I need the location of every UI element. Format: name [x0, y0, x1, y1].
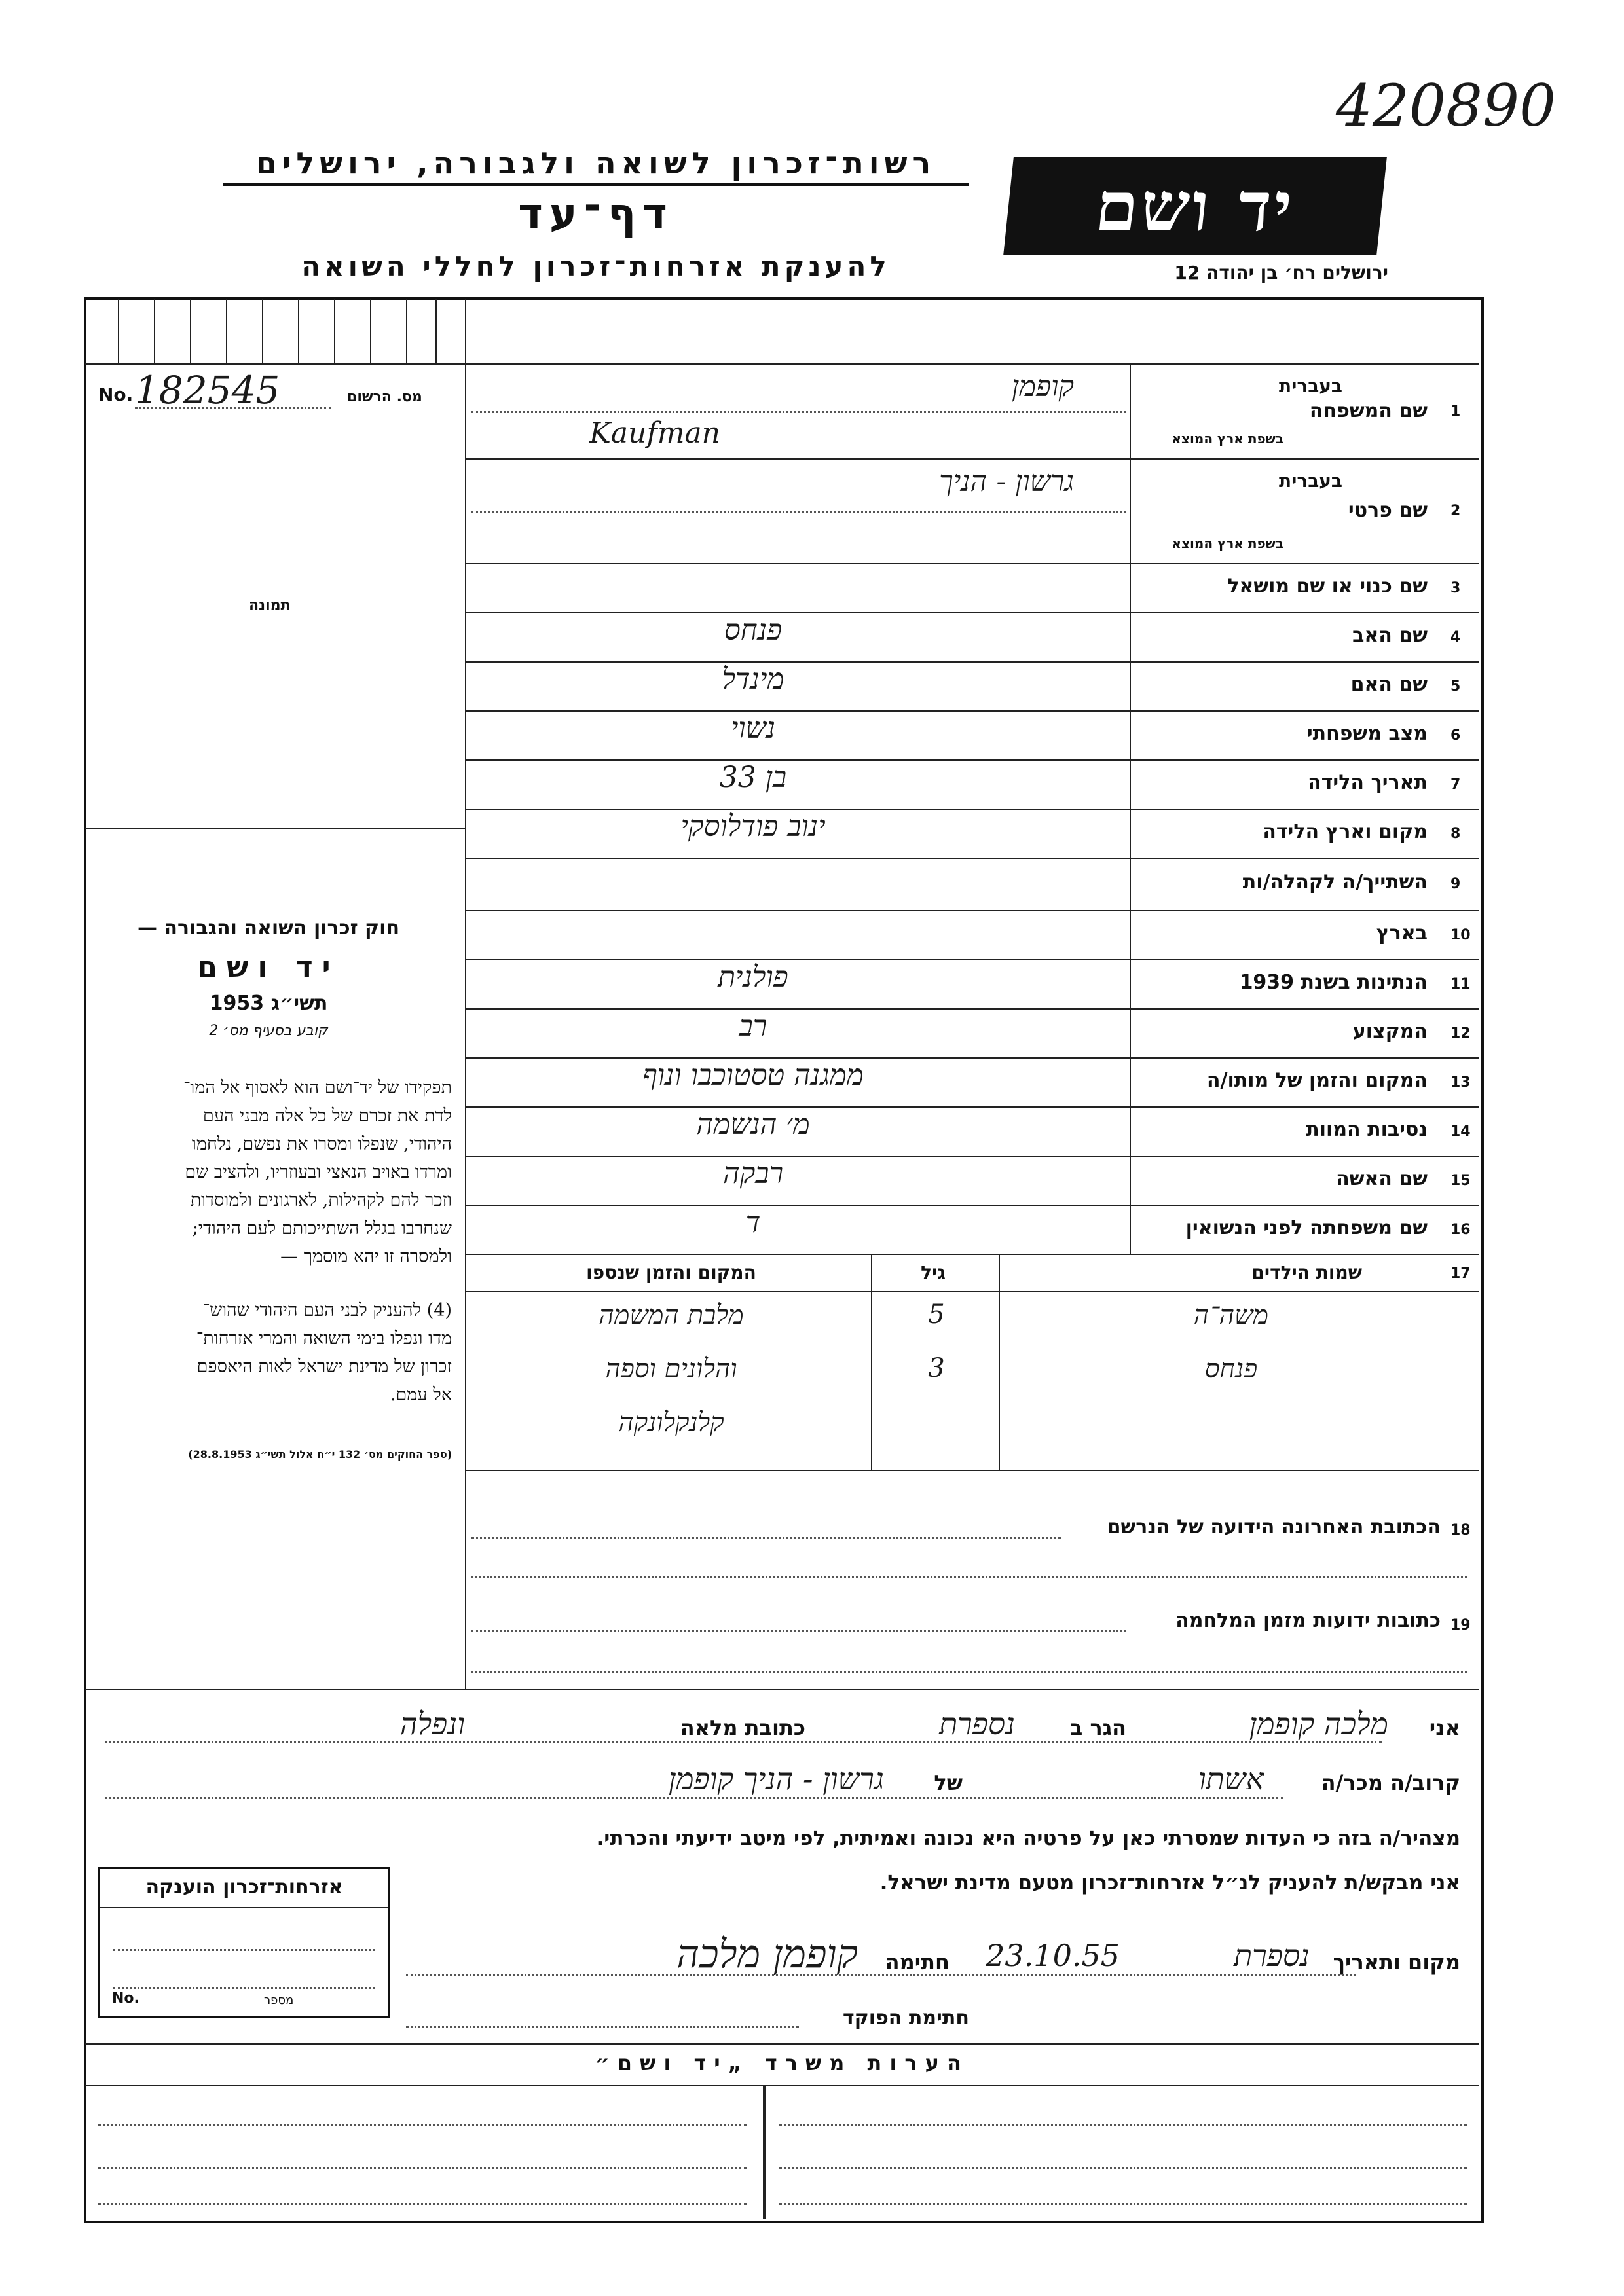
field-18-label: הכתובת האחרונה הידועה של הנרשם	[1107, 1516, 1441, 1539]
field-num-11: 11	[1450, 975, 1471, 993]
law-source: (ספר החוקים מס׳ 132 י״ח אלול תשי״ג 28.8.1953)	[188, 1448, 452, 1461]
law-line: זכרון של מדינת ישראל לאות היאספם	[196, 1357, 452, 1377]
field-num-15: 15	[1450, 1172, 1471, 1189]
citizenship-number-label: מספר	[264, 1994, 294, 2007]
citizenship-granted-box	[98, 1867, 390, 2018]
law-paragraph-2	[95, 1296, 452, 1409]
field-num-1: 1	[1450, 403, 1461, 420]
field-num-14: 14	[1450, 1123, 1471, 1140]
field-value1-16: ד	[745, 1206, 761, 1239]
field-label-11: הנתינות בשנת 1939	[1239, 970, 1428, 994]
field-value1-6: נשוי	[730, 712, 776, 745]
institution-name: רשות־זכרון לשואה ולגבורה, ירושלים	[223, 145, 969, 186]
citizenship-title: אזרחות־זכרון הוענקה	[145, 1876, 343, 1899]
institution-address: ירושלים רח׳ בן יהודה 12	[1174, 262, 1388, 283]
field-sub2-2: בשפת ארץ המוצא	[1172, 536, 1283, 551]
decl-city: נספרת	[939, 1706, 1015, 1741]
field-value1-5: מינדל	[722, 663, 784, 696]
field-label-14: נסיבות המוות	[1306, 1118, 1428, 1141]
law-line: לדת את זכרם של כל אלה מבני העם	[202, 1106, 452, 1126]
field-value1-15: רבקה	[722, 1157, 784, 1190]
decl-of-label: של	[934, 1770, 963, 1795]
child-name: פנחס	[1204, 1354, 1258, 1384]
field-num-19: 19	[1450, 1617, 1471, 1633]
field-label-13: המקום והזמן של מותו/ה	[1206, 1068, 1428, 1092]
	[471, 411, 1126, 413]
row-divider	[465, 458, 1479, 460]
child-place: והלונים וספה	[605, 1354, 737, 1384]
decl-relative-label: קרוב/ה מכר/ה	[1321, 1770, 1460, 1795]
law-line: אל עמם.	[390, 1385, 452, 1405]
field-num-7: 7	[1450, 776, 1461, 793]
child-name: משה־ה	[1193, 1300, 1269, 1330]
decl-signature: קופמן מלכה	[676, 1931, 858, 1977]
declaration-line-2	[98, 1761, 1460, 1807]
field-sub1-2: בעברית	[1278, 470, 1342, 492]
field-num-12: 12	[1450, 1025, 1471, 1042]
field-num-9: 9	[1450, 876, 1461, 892]
yad-vashem-logo	[1003, 157, 1387, 255]
law-line: מדו ונפלו בימי השואה והמרי אזרחות־	[196, 1328, 452, 1349]
field-label-2: שם פרטי	[1348, 499, 1428, 522]
decl-of-value: גרשון - הניך קופמן	[668, 1761, 884, 1796]
law-line: (4) להעניק לבני העם היהודי שהוש־	[202, 1300, 452, 1321]
field-label-9: השתייך/ה לקהלה/ות	[1242, 871, 1428, 894]
field-value1-12: רב	[739, 1010, 767, 1043]
law-line: ולמסרה זו יהא מוסמך —	[280, 1247, 452, 1267]
field-num-2: 2	[1450, 503, 1461, 519]
field-value1-8: ינוב פודלוסקי	[680, 810, 826, 843]
decl-signature-label: חתימה	[885, 1950, 950, 1975]
field-num-13: 13	[1450, 1074, 1471, 1091]
field-label-7: תאריך הלידה	[1308, 771, 1428, 794]
law-yad-vashem: יד ושם	[197, 951, 340, 984]
registration-number-row	[98, 368, 452, 414]
decl-place: נספרת	[1234, 1938, 1310, 1973]
field-19-label: כתובות ידועות מזמן המלחמה	[1175, 1609, 1441, 1632]
law-line: וזכר להם לקהילות, לארגונים ולמוסדות	[190, 1190, 452, 1211]
row-divider	[465, 858, 1479, 859]
field-num-4: 4	[1450, 629, 1461, 646]
field-sub1-1: בעברית	[1278, 375, 1342, 397]
decl-ani: אני	[1429, 1715, 1460, 1740]
field-num-10: 10	[1450, 926, 1471, 943]
field-value1-14: מ׳ הנשמה	[696, 1108, 810, 1141]
field-value1-13: ממגנה טסטוכבו ונוף	[642, 1059, 864, 1092]
logo-text: יד ושם	[1092, 166, 1299, 247]
field-value1-2: גרשון - הניך	[939, 465, 1074, 498]
decl-date: 23.10.55	[986, 1938, 1120, 1973]
registration-number: 182545	[135, 368, 280, 412]
field-label-5: שם האם	[1350, 672, 1428, 696]
field-num-6: 6	[1450, 727, 1461, 744]
field-label-4: שם האב	[1352, 623, 1428, 647]
law-line: תפקידו של יד־ושם הוא לאסוף אל המו־	[183, 1078, 452, 1098]
decl-address-value: ונפלה	[399, 1706, 465, 1741]
field-num-16: 16	[1450, 1221, 1471, 1238]
field-label-3: שם כנוי או שם מושאל	[1227, 574, 1428, 598]
field-num-18: 18	[1450, 1522, 1471, 1539]
child-place: קלנקלונקה	[618, 1408, 724, 1438]
field-label-1: שם המשפחה	[1309, 399, 1428, 422]
decl-name: מלכה קופמן	[1249, 1706, 1388, 1741]
field-label-6: מצב משפחתי	[1306, 721, 1428, 745]
photo-placeholder-label: תמונה	[249, 597, 291, 613]
declaration-line-3	[406, 1931, 1460, 1990]
field-value1-7: בן 33	[719, 761, 787, 794]
law-heading: חוק זכרון השואה והגבורה —	[137, 917, 400, 939]
decl-place-date-label: מקום ותאריך	[1333, 1950, 1460, 1975]
child-age: 3	[928, 1353, 945, 1383]
form-subtitle: להענקת אזרחות־זכרון לחללי השואה	[301, 250, 891, 282]
field-sub2-1: בשפת ארץ המוצא	[1172, 431, 1283, 446]
	[471, 511, 1126, 513]
law-line: היהודי, שנפלו ומסרו את נפשם, נלחמו	[191, 1134, 452, 1154]
law-line: שנחרבו בגלל השתייכותם לעם היהודי;	[192, 1218, 452, 1239]
law-year: תשי״ג 1953	[209, 992, 328, 1015]
field-value1-1: קופמן	[1011, 370, 1074, 403]
registration-label: מס. הרשום	[347, 389, 422, 405]
declaration-line-1	[98, 1706, 1460, 1752]
handwritten-document-number: 420890	[1336, 72, 1556, 139]
declaration-statement-2: אני מבקש/ת להעניק לנ״ל אזרחות־זכרון מטעם מדינת ישראל.	[879, 1871, 1460, 1895]
law-paragraph-1	[95, 1074, 452, 1271]
law-section: קובע בסעיף מס׳ 2	[209, 1023, 328, 1039]
field-label-12: המקצוע	[1352, 1019, 1428, 1043]
children-col-names: שמות הילדים	[1251, 1262, 1362, 1283]
field-label-8: מקום וארץ הלידה	[1263, 820, 1428, 843]
form-title: דף־עד	[518, 190, 674, 238]
decl-relation: אשתו	[1198, 1761, 1264, 1796]
children-col-place: המקום והזמן שנספו	[586, 1262, 756, 1283]
field-num-17: 17	[1450, 1266, 1471, 1282]
field-label-10: בארץ	[1376, 921, 1428, 945]
declaration-statement-1: מצהיר/ה בזה כי העדות שמסרתי כאן על פרטיה היא נכונה ואמיתית, לפי מיטב ידיעתי והכרתי.	[596, 1827, 1460, 1850]
children-col-age: גיל	[921, 1262, 946, 1283]
citizenship-no-label: No.	[112, 1990, 139, 2007]
field-value2-1: Kaufman	[589, 416, 721, 450]
field-num-3: 3	[1450, 579, 1461, 596]
field-label-15: שם האשה	[1336, 1167, 1428, 1190]
field-value1-11: פולנית	[718, 960, 788, 994]
registration-no-label: No.	[98, 384, 134, 405]
decl-gar-b: הגר ב	[1069, 1715, 1126, 1740]
field-num-5: 5	[1450, 678, 1461, 695]
decl-address-label: כתובת מלאה	[680, 1715, 805, 1740]
office-notes-title: הערות משרד „יד ושם״	[595, 2050, 969, 2075]
child-age: 5	[928, 1300, 945, 1330]
official-signature-label: חתימת הפוקד	[843, 2007, 969, 2030]
row-divider	[465, 563, 1479, 564]
child-place: מלבת המשמה	[599, 1300, 744, 1330]
field-label-16: שם משפחתה לפני הנשואין	[1185, 1216, 1428, 1239]
field-num-8: 8	[1450, 825, 1461, 842]
law-line: ומרדו באויב הנאצי ובעוזריו, ולהציב שם	[185, 1162, 452, 1182]
field-value1-4: פנחס	[724, 613, 783, 647]
row-divider	[465, 910, 1479, 911]
